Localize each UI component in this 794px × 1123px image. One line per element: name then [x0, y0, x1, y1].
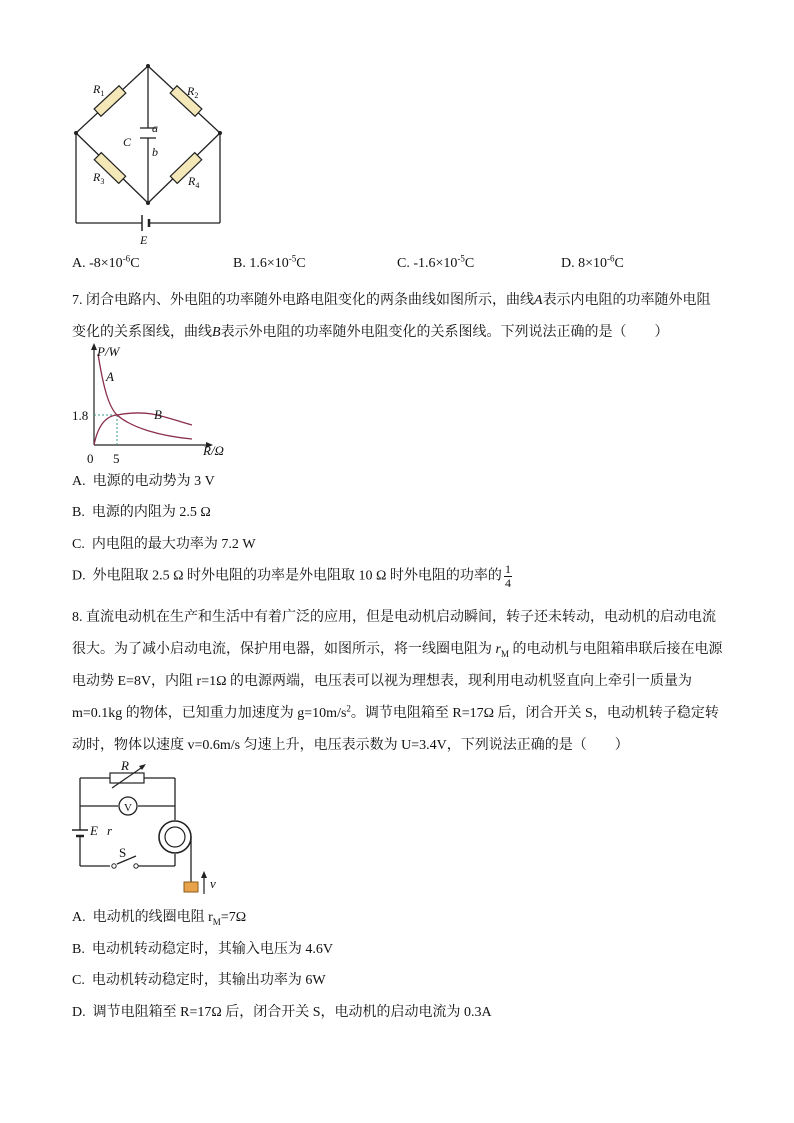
q6-option-b[interactable]: B. $1.6\times 10^{-5}C$ — [233, 253, 306, 271]
q7-option-c[interactable]: C. 内电阻的最大功率为 7.2 W — [72, 537, 256, 552]
svg-text:C: C — [123, 135, 132, 149]
q8-option-c[interactable]: C. 电动机转动稳定时，其输出功率为 6W — [72, 973, 326, 988]
q8-stem: 8. 直流电动机在生产和生活中有着广泛的应用，但是电动机启动瞬间，转子还未转动，电动机的启动电流 很大。为了减小启动电流，保护用电器，如图所示，将一线圈电阻为 $r_M$ 的电动机与电阻箱串联后接在电源 电动势 E=8V，内阻 r=1Ω 的电源两端，电压表可以视为理想表，现利用电动机竖直向上牵引一质量为 m=0.1kg 的物体，已知重力加速度为 $g=10m/s^2$。调节电阻箱至 R=17Ω 后，闭合开关 S，电动机转子稳定转 动时，物体以速度 v=0.6m/s 匀速上升，电压表示数为 U=3.4V，下列说法正确的是（ ） — [72, 610, 723, 753]
svg-text:0: 0 — [87, 451, 94, 466]
q8-option-d[interactable]: D. 调节电阻箱至 R=17Ω 后，闭合开关 S，电动机的启动电流为 0.3A — [72, 1005, 492, 1020]
svg-text:R2: $R_2$ — [187, 84, 199, 100]
power-resistance-graph — [70, 340, 240, 468]
svg-text:B: B — [154, 407, 162, 422]
bridge-circuit-diagram — [60, 58, 240, 253]
q6-option-d[interactable]: D. $8\times 10^{-6}C$ — [561, 253, 624, 271]
svg-text:V: V — [124, 802, 132, 814]
q8-option-a[interactable]: A. 电动机的线圈电阻 $r_M=7\Omega$ — [72, 910, 247, 927]
fraction-one-quarter: $\frac{1}{4}$ — [504, 562, 511, 590]
q7-option-d[interactable]: D. 外电阻取 2.5 Ω 时外电阻的功率是外电阻取 10 Ω 时外电阻的功率的 $\frac{1}{4}$ — [72, 562, 511, 590]
svg-text:P/W: P/W — [97, 344, 120, 359]
resistor-r4 — [170, 153, 201, 184]
svg-text:1.8: 1.8 — [72, 408, 89, 423]
q6-option-c[interactable]: C. $-1.6\times 10^{-5}C$ — [397, 253, 475, 271]
curve-a — [98, 354, 192, 439]
q8-option-b[interactable]: B. 电动机转动稳定时，其输入电压为 4.6V — [72, 942, 333, 957]
q7-option-b[interactable]: B. 电源的内阻为 2.5 Ω — [72, 505, 211, 520]
svg-text:r: r — [107, 823, 113, 838]
svg-text:b: b — [152, 145, 158, 159]
mass-block — [184, 882, 198, 892]
svg-text:A: A — [106, 369, 114, 384]
svg-text:R1: $R_1$ — [93, 82, 105, 98]
svg-text:E: E — [90, 823, 98, 838]
q7-stem: 7. 闭合电路内、外电阻的功率随外电路电阻变化的两条曲线如图所示，曲线A表示内电阻的功率随外电阻 变化的关系图线，曲线B表示外电阻的功率随外电阻变化的关系图线。下列说法正确的是（ ） — [72, 293, 711, 340]
svg-text:R: R — [121, 758, 129, 773]
svg-text:R/Ω: R/Ω — [203, 443, 224, 458]
svg-text:S: S — [119, 845, 127, 860]
q6-option-a[interactable]: A. $-8\times 10^{-6}C$ — [72, 253, 140, 271]
q7-option-a[interactable]: A. 电源的电动势为 3 V — [72, 474, 215, 489]
motor-circuit-diagram — [70, 758, 230, 900]
svg-text:E: E — [140, 233, 148, 247]
svg-text:a: a — [152, 121, 158, 135]
svg-text:5: 5 — [113, 451, 120, 466]
svg-text:R3: $R_3$ — [93, 170, 105, 186]
svg-text:v: v — [210, 876, 216, 891]
svg-text:R4: $R_4$ — [188, 174, 200, 190]
